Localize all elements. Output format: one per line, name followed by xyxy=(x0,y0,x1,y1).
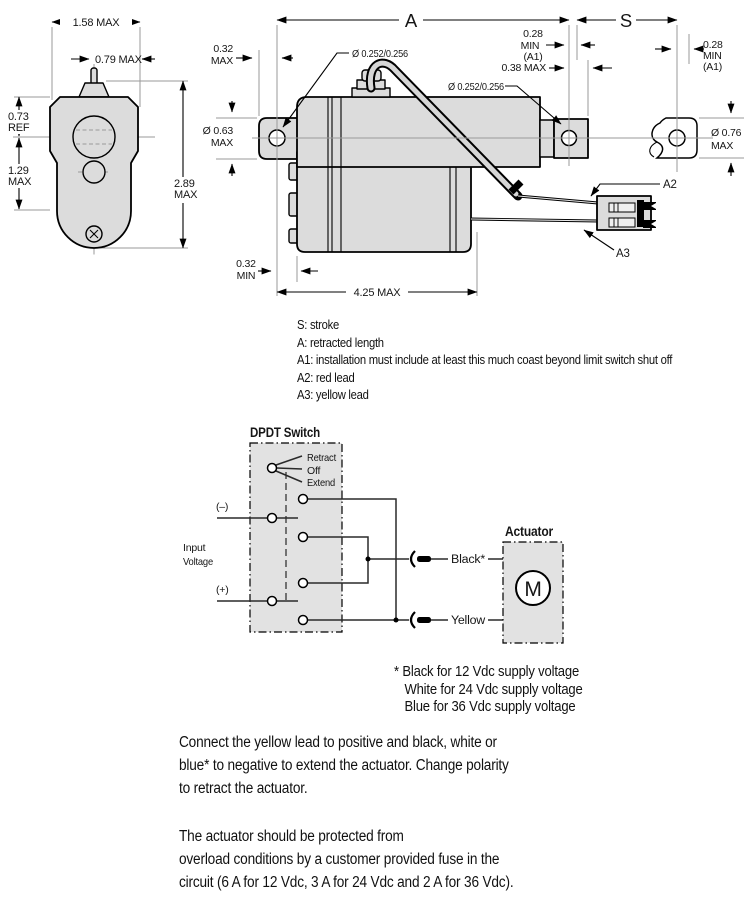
dim-front-hole-dia: Ø 0.252/0.256 xyxy=(448,81,505,93)
dim-width-total: 1.58 MAX xyxy=(72,17,120,29)
dim-height-total-value: 2.89 xyxy=(174,178,195,190)
legend-line-a2: A2: red lead xyxy=(297,370,355,385)
legend-line-a3: A3: yellow lead xyxy=(297,388,369,402)
paragraph-line: blue* to negative to extend the actuator. Change polarity xyxy=(179,757,509,775)
legend-line-s: S: stroke xyxy=(297,318,339,332)
negative-label: (–) xyxy=(216,501,229,513)
black-lead-label: Black* xyxy=(451,554,486,566)
junction-dot xyxy=(394,618,399,623)
wiring-diagram xyxy=(0,415,750,663)
paragraph-line: overload conditions by a customer provided fuse in the xyxy=(179,851,500,869)
dim-coast-left: 0.28 xyxy=(523,28,543,40)
dim-width-shaft: 0.79 MAX xyxy=(95,54,142,66)
dim-body-length: 4.25 MAX xyxy=(353,287,401,299)
dim-height-lower-value: 1.29 xyxy=(8,165,29,177)
actuator-tube xyxy=(297,97,540,167)
end-view xyxy=(5,15,200,256)
terminal-throw-4 xyxy=(299,616,308,625)
svg-text:(A1): (A1) xyxy=(523,51,543,63)
note-line-black: * Black for 12 Vdc supply voltage xyxy=(394,663,580,680)
note-line-white: White for 24 Vdc supply voltage xyxy=(404,680,583,698)
dim-height-ref-unit: REF xyxy=(8,122,30,134)
side-view xyxy=(203,10,744,299)
fuse-paragraph xyxy=(179,825,559,895)
motor-letter: M xyxy=(524,578,542,601)
bullet-connectors xyxy=(411,551,448,628)
dim-height-total-unit: MAX xyxy=(174,189,198,201)
break-squiggle xyxy=(650,142,657,157)
paragraph-line: The actuator should be protected from xyxy=(179,828,404,845)
toggle-base xyxy=(79,83,109,97)
cable-collar xyxy=(511,182,521,192)
position-off-label: Off xyxy=(307,465,321,477)
terminal-throw-3 xyxy=(299,579,308,588)
terminal-neg xyxy=(268,514,277,523)
terminal-throw-2 xyxy=(299,533,308,542)
junction-dot xyxy=(366,557,371,562)
input-voltage-label-1: Input xyxy=(183,542,206,554)
input-voltage-label-2: Voltage xyxy=(183,556,214,568)
bullet-connector-icon xyxy=(411,551,415,567)
svg-text:MIN: MIN xyxy=(703,50,722,62)
bullet-connector-icon xyxy=(411,612,415,628)
svg-text:MIN: MIN xyxy=(520,40,540,52)
large-bore-circle xyxy=(73,116,115,158)
paragraph-line: circuit (6 A for 12 Vdc, 3 A for 24 Vdc and 2 A for 36 Vdc). xyxy=(179,874,514,892)
svg-text:MAX: MAX xyxy=(711,140,734,152)
legend-line-a1: A1: installation must include at least this much coast beyond limit switch shut off xyxy=(297,353,673,367)
dim-rear-tab-dia: Ø 0.63 xyxy=(202,125,233,137)
svg-text:MIN: MIN xyxy=(236,270,256,282)
dim-coast-right: 0.28 xyxy=(703,39,723,51)
note-line-blue: Blue for 36 Vdc supply voltage xyxy=(404,698,576,716)
yellow-lead-label: Yellow xyxy=(451,615,486,627)
dim-height-ref-value: 0.73 xyxy=(8,111,29,123)
dim-rod-dia: Ø 0.76 xyxy=(711,127,742,139)
small-bore-circle xyxy=(83,161,105,183)
paragraph-line: to retract the actuator. xyxy=(179,780,308,798)
dim-height-lower-unit: MAX xyxy=(8,176,32,188)
supply-voltage-note xyxy=(394,663,611,716)
svg-text:MAX: MAX xyxy=(210,137,233,149)
actuator-title: Actuator xyxy=(505,524,554,539)
dim-rear-offset: 0.32 xyxy=(213,43,233,55)
terminal-common xyxy=(268,464,277,473)
svg-text:MAX: MAX xyxy=(210,55,233,67)
dim-s-label: S xyxy=(619,10,633,31)
lead-a3-label: A3 xyxy=(616,248,630,260)
legend-line-a: A: retracted length xyxy=(297,335,384,350)
positive-label: (+) xyxy=(216,584,229,596)
dimension-drawing xyxy=(0,0,750,312)
position-retract-label: Retract xyxy=(307,452,337,464)
svg-text:(A1): (A1) xyxy=(703,61,723,73)
paragraph-line: Connect the yellow lead to positive and black, white or xyxy=(179,734,497,751)
terminal-throw-1 xyxy=(299,495,308,504)
position-extend-label: Extend xyxy=(307,477,336,489)
legend xyxy=(297,317,714,405)
dim-rear-hole-dia: Ø 0.252/0.256 xyxy=(352,48,409,60)
terminal-pos xyxy=(268,597,277,606)
dim-rod-end-offset: 0.38 MAX xyxy=(501,62,546,74)
dim-motor-offset: 0.32 xyxy=(236,258,256,270)
lead-a2-label: A2 xyxy=(663,179,677,191)
connection-paragraph xyxy=(179,731,554,801)
dim-a-label: A xyxy=(404,10,418,31)
dpdt-switch-title: DPDT Switch xyxy=(250,425,320,440)
